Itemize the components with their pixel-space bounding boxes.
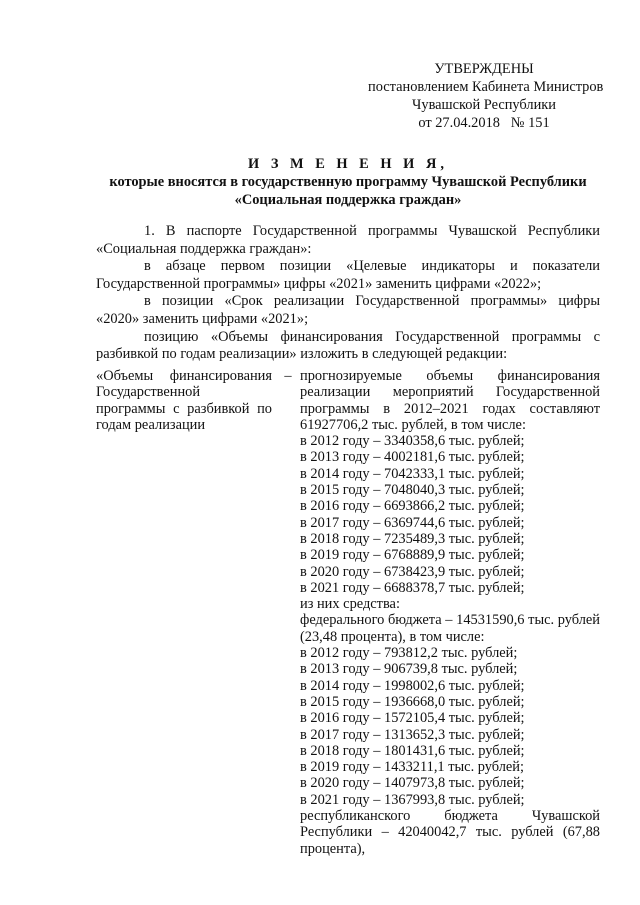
- year-line: в 2017 году – 6369744,6 тыс. рублей;: [300, 514, 525, 531]
- federal-intro: федерального бюджета – 14531590,6 тыс. рублей (23,48 процента), в том числе:: [300, 612, 600, 645]
- year-line: в 2014 году – 7042333,1 тыс. рублей;: [300, 465, 525, 482]
- approval-issuer: постановлением Кабинета Министров: [368, 79, 604, 95]
- paragraph: в абзаце первом позиции «Целевые индикаторы и показатели Государственной программы» цифры «2021» заменить цифрами «2022»;: [96, 258, 600, 292]
- approval-region: Чувашской Республики: [412, 97, 556, 113]
- funding-label: «Объемы финансирования Государственной программы с разбивкой по годам реализации: [96, 368, 272, 433]
- title-line-2: «Социальная поддержка граждан»: [234, 192, 462, 208]
- paragraph: в позиции «Срок реализации Государственной программы» цифры «2020» заменить цифрами «2021»;: [96, 293, 600, 327]
- approval-label: УТВЕРЖДЕНЫ: [434, 61, 534, 77]
- paragraph: 1. В паспорте Государственной программы Чувашской Республики «Социальная поддержка граждан»:: [96, 223, 600, 257]
- year-line: в 2019 году – 6768889,9 тыс. рублей;: [300, 547, 525, 564]
- federal-year-line: в 2012 году – 793812,2 тыс. рублей;: [300, 645, 518, 662]
- federal-year-line: в 2015 году – 1936668,0 тыс. рублей;: [300, 693, 525, 710]
- title-heading: И З М Е Н Е Н И Я,: [248, 156, 448, 172]
- year-line: в 2018 году – 7235489,3 тыс. рублей;: [300, 530, 525, 547]
- republic-intro: республиканского бюджета Чувашской Республики – 42040042,7 тыс. рублей (67,88 процента),: [300, 808, 600, 857]
- federal-year-line: в 2016 году – 1572105,4 тыс. рублей;: [300, 710, 525, 727]
- year-line: в 2012 году – 3340358,6 тыс. рублей;: [300, 433, 525, 450]
- federal-year-line: в 2021 году – 1367993,8 тыс. рублей;: [300, 791, 525, 808]
- year-line: в 2021 году – 6688378,7 тыс. рублей;: [300, 579, 525, 596]
- funding-section: [96, 368, 600, 857]
- year-line: в 2013 году – 4002181,6 тыс. рублей;: [300, 449, 525, 466]
- paragraph: позицию «Объемы финансирования Государственной программы с разбивкой по годам реализации» изложить в следующей редакции:: [96, 328, 600, 363]
- federal-year-line: в 2014 году – 1998002,6 тыс. рублей;: [300, 677, 525, 694]
- approval-date-number: от 27.04.2018 № 151: [418, 115, 550, 131]
- federal-year-line: в 2013 году – 906739,8 тыс. рублей;: [300, 661, 518, 678]
- document-title: [96, 155, 600, 209]
- funding-intro: прогнозируемые объемы финансирования реализации мероприятий Государственной программы в 2012–2021 годах составляют 61927706,2 тыс. рублей, в том числе:: [300, 368, 600, 433]
- funding-of-them: из них средства:: [300, 596, 400, 613]
- year-line: в 2020 году – 6738423,9 тыс. рублей;: [300, 563, 525, 580]
- federal-year-line: в 2019 году – 1433211,1 тыс. рублей;: [300, 759, 525, 776]
- year-line: в 2016 году – 6693866,2 тыс. рублей;: [300, 498, 525, 515]
- funding-details: [300, 368, 600, 857]
- year-line: в 2015 году – 7048040,3 тыс. рублей;: [300, 482, 525, 499]
- funding-dash: –: [284, 368, 292, 384]
- document-body: [96, 223, 600, 364]
- federal-year-line: в 2018 году – 1801431,6 тыс. рублей;: [300, 742, 525, 759]
- approval-stamp: [368, 60, 604, 132]
- federal-year-line: в 2020 году – 1407973,8 тыс. рублей;: [300, 775, 525, 792]
- federal-year-line: в 2017 году – 1313652,3 тыс. рублей;: [300, 726, 525, 743]
- title-line-1: которые вносятся в государственную программу Чувашской Республики: [109, 174, 587, 190]
